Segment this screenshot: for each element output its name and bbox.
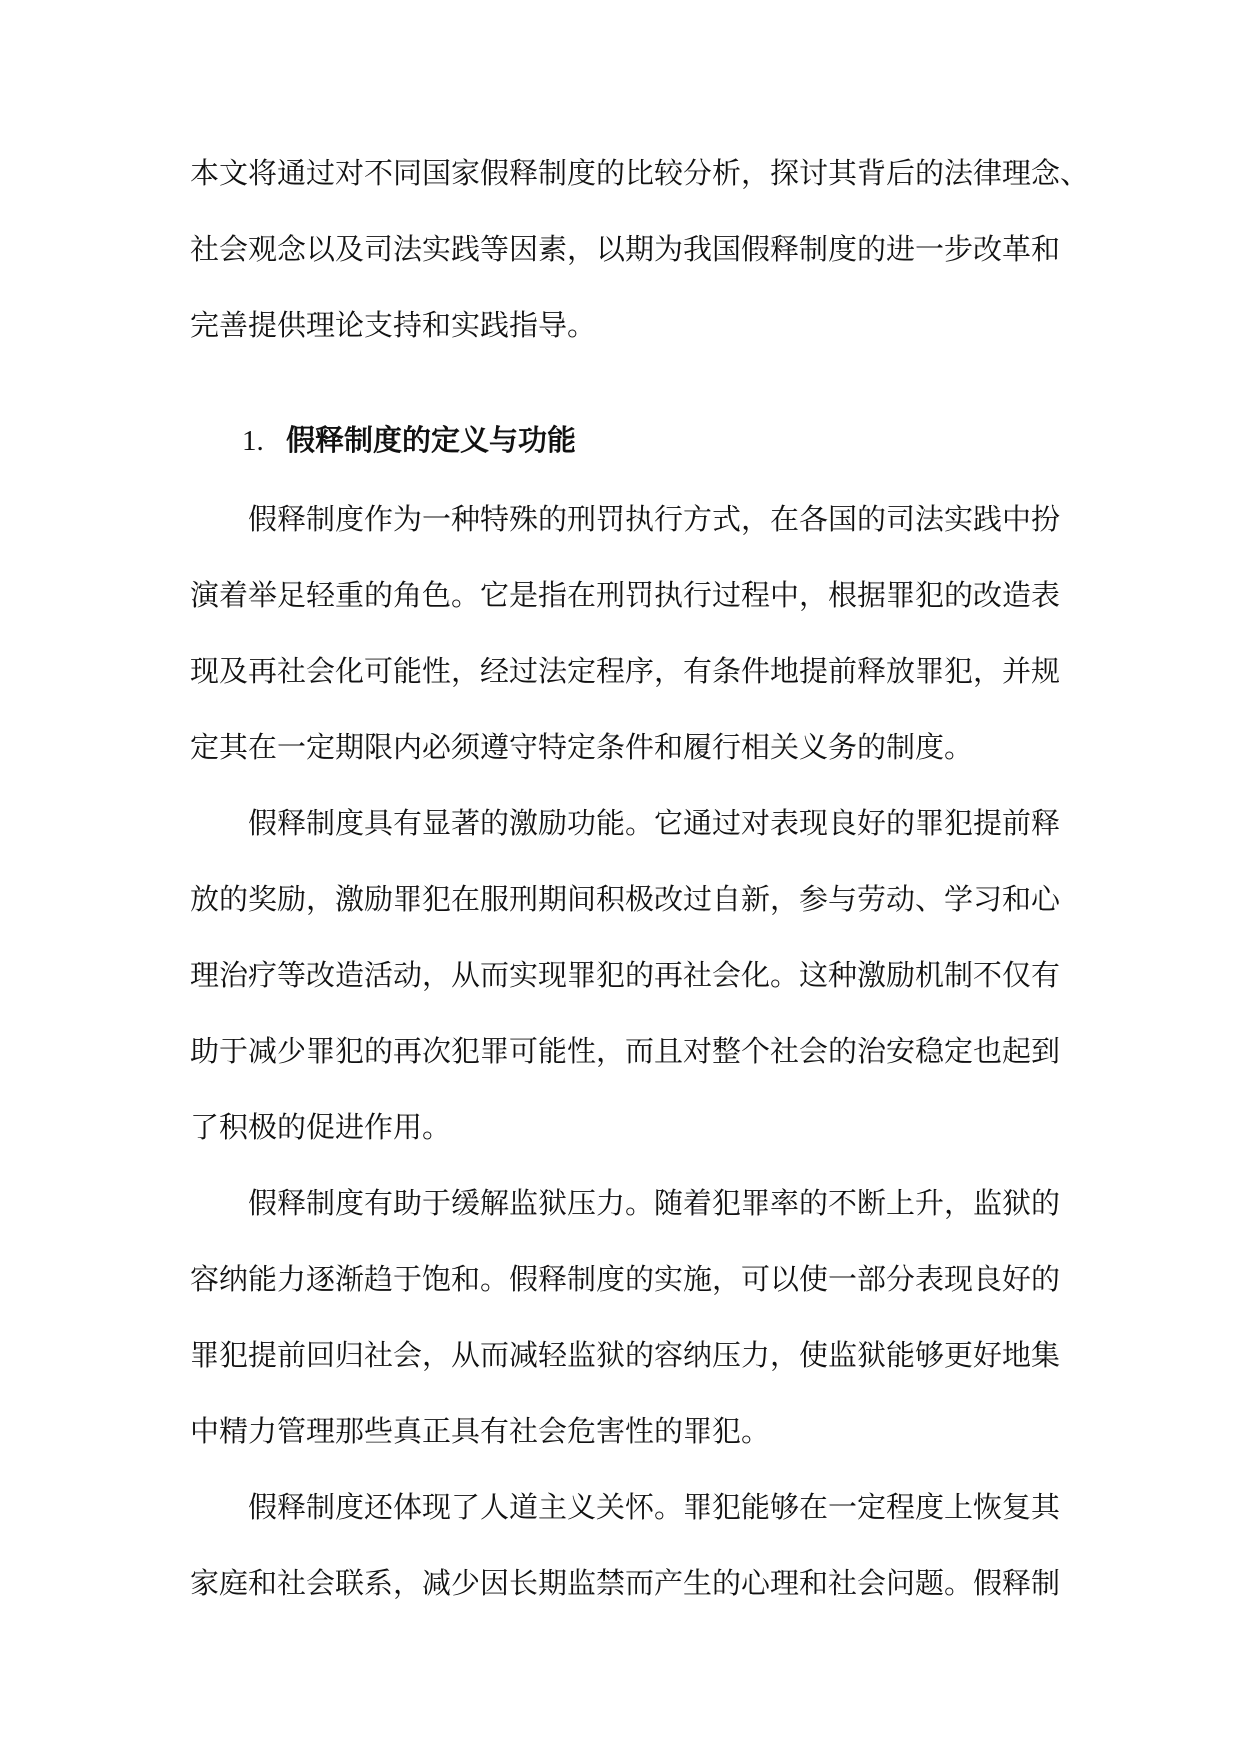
text-line: 演着举足轻重的角色。它是指在刑罚执行过程中，根据罪犯的改造表 [190,578,1061,612]
text-line: 假释制度具有显著的激励功能。它通过对表现良好的罪犯提前释 [248,806,1061,840]
paragraph-definition [190,481,1090,785]
text-line: 社会观念以及司法实践等因素，以期为我国假释制度的进一步改革和 [190,232,1061,266]
paragraph-humanitarian [190,1469,1090,1621]
text-line: 罪犯提前回归社会，从而减轻监狱的容纳压力，使监狱能够更好地集 [190,1338,1061,1372]
text-line: 容纳能力逐渐趋于饱和。假释制度的实施，可以使一部分表现良好的 [190,1262,1061,1296]
intro-paragraph [190,135,1090,363]
section-title: 假释制度的定义与功能 [286,423,577,457]
text-line: 助于减少罪犯的再次犯罪可能性，而且对整个社会的治安稳定也起到 [190,1034,1061,1068]
text-line: 中精力管理那些真正具有社会危害性的罪犯。 [190,1414,771,1448]
section-number: 1. [242,425,264,457]
text-line: 假释制度还体现了人道主义关怀。罪犯能够在一定程度上恢复其 [248,1490,1061,1524]
text-line: 假释制度作为一种特殊的刑罚执行方式，在各国的司法实践中扮 [248,502,1061,536]
text-line: 定其在一定期限内必须遵守特定条件和履行相关义务的制度。 [190,730,974,764]
section-heading [190,399,1090,481]
paragraph-incentive [190,785,1090,1165]
text-line: 了积极的促进作用。 [190,1110,452,1144]
text-line: 放的奖励，激励罪犯在服刑期间积极改过自新，参与劳动、学习和心 [190,882,1061,916]
text-line: 家庭和社会联系，减少因长期监禁而产生的心理和社会问题。假释制 [190,1566,1061,1600]
text-line: 完善提供理论支持和实践指导。 [190,308,597,342]
text-line: 本文将通过对不同国家假释制度的比较分析，探讨其背后的法律理念、 [190,156,1090,190]
document-body [190,135,1090,1621]
text-line: 假释制度有助于缓解监狱压力。随着犯罪率的不断上升，监狱的 [248,1186,1061,1220]
paragraph-prison-pressure [190,1165,1090,1469]
text-line: 现及再社会化可能性，经过法定程序，有条件地提前释放罪犯，并规 [190,654,1061,688]
text-line: 理治疗等改造活动，从而实现罪犯的再社会化。这种激励机制不仅有 [190,958,1061,992]
